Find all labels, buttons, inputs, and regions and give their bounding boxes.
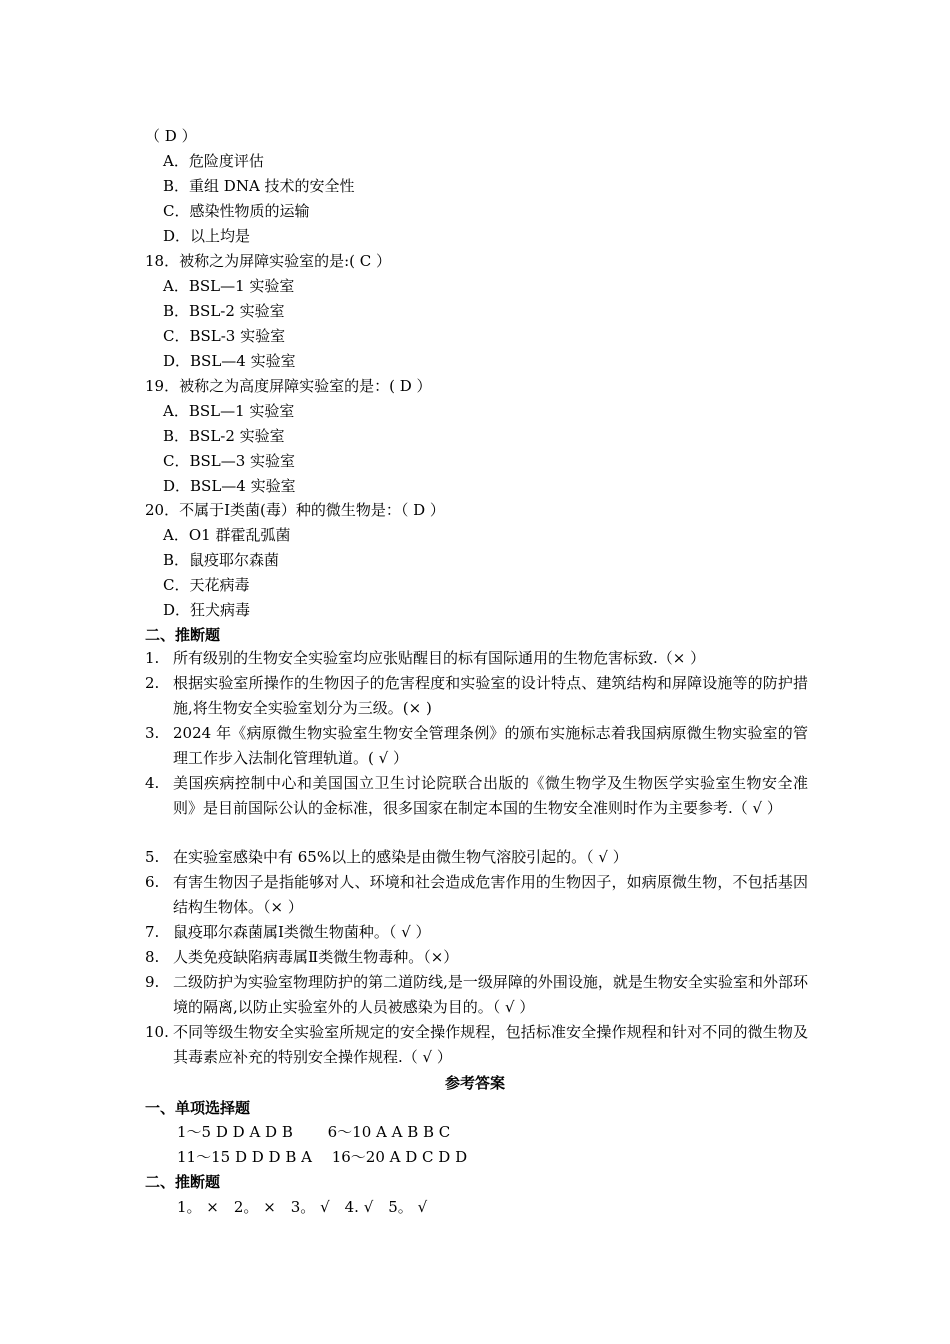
judgment-text: 在实验室感染中有 65%以上的感染是由微生物气溶胶引起的。（ √ ） — [173, 848, 628, 866]
judgment-text: 根据实验室所操作的生物因子的危害程度和实验室的设计特点、建筑结构和屏障设施等的防护措施,将生物安全实验室划分为三级。(× ) — [173, 674, 808, 717]
q19-option-a: A．BSL—1 实验室 — [163, 402, 295, 420]
question-18-stem: 18．被称之为屏障实验室的是:( C ） — [145, 252, 392, 270]
q20-option-c: C．天花病毒 — [163, 576, 250, 594]
q17-option-b: B．重组 DNA 技术的安全性 — [163, 177, 355, 195]
q18-option-c: C．BSL-3 实验室 — [163, 327, 286, 345]
judgment-number: 8. — [145, 948, 160, 966]
answer-key-title: 参考答案 — [444, 1074, 505, 1092]
q17-option-c: C．感染性物质的运输 — [163, 202, 310, 220]
judgment-text: 人类免疫缺陷病毒属Ⅱ类微生物毒种。（×） — [173, 948, 459, 966]
answer-section-choice-heading: 一、单项选择题 — [145, 1099, 251, 1117]
question-20-stem: 20．不属于Ⅰ类菌(毒）种的微生物是：（ D ） — [145, 501, 445, 519]
judgment-text: 二级防护为实验室物理防护的第二道防线,是一级屏障的外围设施，就是生物安全实验室和外部环境的隔离,以防止实验室外的人员被感染为目的。（ √ ） — [173, 973, 808, 1016]
judgment-number: 10. — [145, 1023, 169, 1041]
judgment-text: 不同等级生物安全实验室所规定的安全操作规程，包括标准安全操作规程和针对不同的微生物及其毒素应补充的特别安全操作规程.（ √ ） — [173, 1023, 808, 1066]
q20-option-d: D．狂犬病毒 — [163, 601, 251, 619]
q19-option-d: D．BSL—4 实验室 — [163, 477, 296, 495]
section-judgment-heading: 二、推断题 — [145, 626, 221, 644]
q18-option-a: A．BSL—1 实验室 — [163, 277, 295, 295]
q19-option-b: B．BSL-2 实验室 — [163, 427, 285, 445]
judgment-number: 6. — [145, 873, 160, 891]
judgment-number: 2. — [145, 674, 160, 692]
judgment-text: 所有级别的生物安全实验室均应张贴醒目的标有国际通用的生物危害标致.（× ） — [173, 649, 706, 667]
judgment-number: 9. — [145, 973, 160, 991]
judgment-text: 2024 年《病原微生物实验室生物安全管理条例》的颁布实施标志着我国病原微生物实验室的管理工作步入法制化管理轨道。( √ ） — [173, 724, 808, 767]
q20-option-a: A．O1 群霍乱弧菌 — [163, 526, 291, 544]
judgment-number: 3. — [145, 724, 160, 742]
q18-option-b: B．BSL-2 实验室 — [163, 302, 285, 320]
q18-option-d: D．BSL—4 实验室 — [163, 352, 296, 370]
q19-option-c: C．BSL—3 实验室 — [163, 452, 296, 470]
judgment-text: 美国疾病控制中心和美国国立卫生讨论院联合出版的《微生物学及生物医学实验室生物安全准则》是目前国际公认的金标准，很多国家在制定本国的生物安全准则时作为主要参考.（ √ ） — [173, 774, 808, 817]
answer-row-1: 1～5 D D A D B 6～10 A A B B C — [177, 1123, 451, 1141]
q20-option-b: B．鼠疫耶尔森菌 — [163, 551, 280, 569]
answer-section-judgment-heading: 二、推断题 — [145, 1173, 221, 1191]
q17-option-d: D．以上均是 — [163, 227, 251, 245]
judgment-number: 4. — [145, 774, 160, 792]
judgment-text: 有害生物因子是指能够对人、环境和社会造成危害作用的生物因子，如病原微生物，不包括基因结构生物体。（× ） — [173, 873, 808, 916]
answer-row-3: 1。 × 2。 × 3。 √ 4. √ 5。 √ — [177, 1198, 428, 1216]
judgment-number: 1. — [145, 649, 160, 667]
answer-row-2: 11～15 D D D B A 16～20 A D C D D — [177, 1148, 468, 1166]
question-17-tail: （ D ） — [145, 127, 197, 145]
question-19-stem: 19．被称之为高度屏障实验室的是：( D ） — [145, 377, 432, 395]
judgment-number: 7. — [145, 923, 160, 941]
judgment-text: 鼠疫耶尔森菌属Ⅰ类微生物菌种。（ √ ） — [173, 923, 431, 941]
q17-option-a: A．危险度评估 — [163, 152, 264, 170]
judgment-number: 5. — [145, 848, 160, 866]
